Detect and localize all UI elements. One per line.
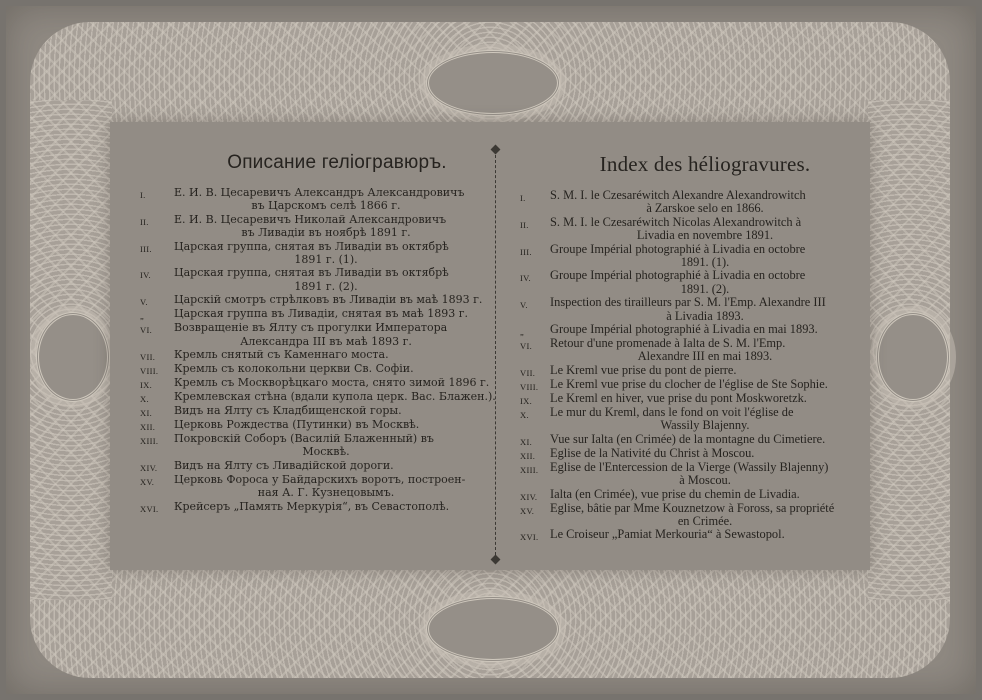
entry-number: XV. bbox=[520, 505, 535, 516]
entry-line: Groupe Impérial photographié à Livadia en mai 1893. bbox=[550, 322, 818, 337]
index-entry bbox=[520, 502, 860, 529]
entry-line: Кремль съ колокольни церкви Св. Софіи. bbox=[174, 362, 414, 376]
index-entry bbox=[520, 364, 860, 378]
entry-number: III. bbox=[140, 243, 152, 254]
index-entry bbox=[140, 418, 478, 432]
entry-line: à Livadia 1893. bbox=[666, 308, 744, 323]
entry-line: Eglise de l'Entercession de la Vierge (Wassily Blajenny) bbox=[550, 459, 829, 474]
index-entry bbox=[140, 348, 478, 362]
index-entry bbox=[520, 378, 860, 392]
entry-number: VII. bbox=[520, 367, 536, 378]
ornament-medallion-right bbox=[876, 312, 950, 402]
entry-line: Царская группа въ Ливадіи, снятая въ маѣ 1893 г. bbox=[174, 307, 468, 321]
entry-line: Retour d'une promenade à Ialta de S. M. l'Emp. bbox=[550, 336, 786, 351]
entry-line: Кремль снятый съ Каменнаго моста. bbox=[174, 348, 389, 362]
entry-line: 1891 г. (1). bbox=[294, 253, 358, 267]
entry-line: Ialta (en Crimée), vue prise du chemin de Livadia. bbox=[550, 486, 800, 501]
entry-line: Кремлевская стѣна (вдали купола церк. Вас. Блажен.). bbox=[174, 390, 496, 404]
entry-number: XI. bbox=[520, 436, 532, 447]
entry-text bbox=[174, 240, 478, 267]
index-entry bbox=[520, 392, 860, 406]
entry-number: II. bbox=[140, 216, 149, 227]
entry-line: à Moscou. bbox=[679, 473, 731, 488]
entry-text bbox=[550, 406, 860, 433]
entry-text bbox=[174, 307, 478, 320]
entry-number: XIV. bbox=[140, 462, 158, 473]
entry-line: Кремль съ Москворѣцкаго моста, снято зимой 1896 г. bbox=[174, 376, 490, 390]
entry-text bbox=[550, 216, 860, 243]
index-entry bbox=[140, 213, 478, 240]
index-entry bbox=[520, 433, 860, 447]
index-entry bbox=[140, 432, 478, 459]
index-entry bbox=[520, 488, 860, 502]
entry-number: I. bbox=[140, 190, 146, 200]
entry-line: S. M. I. le Czesaréwitch Nicolas Alexandrowitch à bbox=[550, 214, 802, 229]
entry-number: XV. bbox=[140, 476, 155, 487]
entry-text bbox=[174, 376, 489, 389]
entry-line: въ Царскомъ селѣ 1866 г. bbox=[251, 199, 401, 213]
index-entry bbox=[140, 362, 478, 376]
entry-text bbox=[174, 213, 478, 240]
entry-text bbox=[174, 321, 478, 348]
russian-heading: Описание геліогравюръ. bbox=[227, 152, 447, 173]
entry-line: Церковь Рождества (Путинки) въ Москвѣ. bbox=[174, 418, 420, 432]
entry-text bbox=[550, 243, 860, 270]
entry-line: Е. И. В. Цесаревичъ Николай Александровичъ bbox=[174, 212, 447, 226]
entry-line: Groupe Impérial photographié à Livadia en octobre bbox=[550, 268, 806, 283]
entry-text bbox=[174, 186, 478, 213]
entry-line: Царская группа, снятая въ Ливадіи въ октябрѣ bbox=[174, 266, 449, 280]
entry-line: 1891. (1). bbox=[680, 255, 730, 270]
entry-line: Е. И. В. Цесаревичъ Александръ Александровичъ bbox=[174, 186, 465, 199]
entry-line: S. M. I. le Czesaréwitch Alexandre Alexandrowitch bbox=[550, 188, 806, 202]
entry-text bbox=[174, 266, 478, 293]
entry-text bbox=[550, 528, 860, 541]
entry-text bbox=[550, 296, 860, 323]
index-entry bbox=[520, 216, 860, 243]
entry-line: Le mur du Kreml, dans le fond on voit l'église de bbox=[550, 404, 794, 419]
french-entry-list bbox=[520, 189, 860, 542]
entry-line: Александра III въ маѣ 1893 г. bbox=[240, 334, 412, 348]
index-entry bbox=[140, 390, 496, 405]
index-entry bbox=[140, 376, 490, 391]
index-entry bbox=[520, 269, 860, 296]
entry-number: VI. bbox=[140, 325, 152, 336]
entry-number: X. bbox=[140, 394, 149, 405]
entry-text bbox=[174, 473, 478, 500]
entry-line: Inspection des tirailleurs par S. M. l'Emp. Alexandre III bbox=[550, 295, 826, 310]
entry-number: IX. bbox=[520, 395, 532, 406]
russian-index-column bbox=[140, 152, 496, 514]
entry-text bbox=[550, 323, 860, 336]
entry-number: XIII. bbox=[520, 464, 539, 475]
entry-line: Видъ на Ялту съ Ливадійской дороги. bbox=[174, 458, 394, 472]
index-entry bbox=[140, 321, 478, 348]
index-entry bbox=[520, 189, 860, 216]
index-entry bbox=[140, 459, 478, 473]
index-entry bbox=[520, 528, 860, 542]
entry-line: Eglise de la Nativité du Christ à Moscou. bbox=[550, 445, 755, 460]
entry-text bbox=[550, 269, 860, 296]
entry-number: XII. bbox=[520, 450, 536, 461]
index-entry bbox=[140, 240, 478, 267]
entry-text bbox=[174, 293, 482, 306]
entry-text bbox=[550, 461, 860, 488]
entry-line: Groupe Impérial photographié à Livadia en octobre bbox=[550, 241, 806, 256]
entry-text bbox=[174, 500, 478, 513]
entry-number: II. bbox=[520, 219, 529, 230]
entry-number: VIII. bbox=[520, 381, 539, 392]
entry-line: Le Kreml vue prise du clocher de l'église de Ste Sophie. bbox=[550, 376, 828, 391]
index-entry bbox=[140, 500, 478, 514]
entry-line: Le Kreml en hiver, vue prise du pont Moskworetzk. bbox=[550, 390, 807, 405]
entry-line: Видъ на Ялту съ Кладбищенской горы. bbox=[174, 404, 402, 418]
entry-number: IV. bbox=[140, 270, 151, 281]
entry-text bbox=[174, 418, 478, 431]
entry-text bbox=[550, 433, 860, 446]
entry-line: Возвращеніе въ Ялту съ прогулки Императора bbox=[174, 321, 448, 335]
index-entry bbox=[140, 473, 478, 500]
entry-line: Царскій смотръ стрѣлковъ въ Ливадіи въ маѣ 1893 г. bbox=[174, 293, 483, 307]
entry-number: „ bbox=[520, 327, 525, 338]
entry-line: à Zarskoe selo en 1866. bbox=[646, 201, 764, 216]
entry-number: XVI. bbox=[140, 503, 159, 514]
entry-text bbox=[174, 459, 478, 472]
entry-line: Крейсеръ „Память Меркурія“, въ Севастополѣ. bbox=[174, 499, 450, 513]
entry-line: Vue sur Ialta (en Crimée) de la montagne du Cimetiere. bbox=[550, 431, 826, 446]
entry-text bbox=[174, 432, 478, 459]
entry-line: 1891. (2). bbox=[680, 281, 730, 296]
index-entry bbox=[520, 337, 860, 364]
index-entry bbox=[520, 447, 860, 461]
entry-text bbox=[174, 390, 496, 403]
entry-text bbox=[550, 189, 860, 216]
french-heading: Index des héliogravures. bbox=[599, 152, 811, 176]
ornament-medallion-top bbox=[426, 50, 560, 116]
entry-text bbox=[550, 364, 860, 377]
entry-line: Царская группа, снятая въ Ливадіи въ октябрѣ bbox=[174, 239, 449, 253]
entry-number: XVI. bbox=[520, 532, 539, 543]
entry-number: I. bbox=[520, 193, 526, 203]
entry-text bbox=[550, 392, 860, 405]
entry-text bbox=[174, 404, 478, 417]
index-entry bbox=[520, 406, 860, 433]
entry-line: Alexandre III en mai 1893. bbox=[637, 349, 773, 364]
entry-number: XII. bbox=[140, 422, 156, 433]
entry-line: 1891 г. (2). bbox=[294, 279, 358, 293]
entry-text bbox=[550, 337, 860, 364]
entry-text bbox=[174, 348, 478, 361]
entry-number: VI. bbox=[520, 341, 532, 352]
entry-line: Москвѣ. bbox=[302, 445, 350, 459]
column-divider bbox=[495, 150, 496, 560]
entry-number: IV. bbox=[520, 273, 531, 284]
ornament-medallion-left bbox=[36, 312, 110, 402]
russian-entry-list bbox=[140, 186, 496, 514]
entry-number: V. bbox=[520, 300, 528, 311]
entry-line: ная А. Г. Кузнецовымъ. bbox=[257, 486, 395, 500]
entry-number: X. bbox=[520, 409, 529, 420]
entry-line: Eglise, bâtie par Mme Kouznetzow à Foross, sa propriété bbox=[550, 500, 835, 515]
index-entry bbox=[520, 323, 860, 337]
index-entry bbox=[140, 293, 483, 308]
entry-number: III. bbox=[520, 246, 532, 257]
entry-line: Покровскій Соборъ (Василій Блаженный) въ bbox=[174, 432, 434, 446]
index-entry bbox=[140, 186, 478, 213]
ornament-medallion-bottom bbox=[426, 596, 560, 662]
entry-number: „ bbox=[140, 311, 145, 322]
entry-line: Wassily Blajenny. bbox=[660, 418, 750, 433]
entry-line: Le Kreml vue prise du pont de pierre. bbox=[550, 362, 737, 377]
index-entry bbox=[140, 266, 478, 293]
entry-line: en Crimée. bbox=[677, 513, 733, 528]
index-entry bbox=[140, 307, 478, 321]
index-entry bbox=[520, 296, 860, 323]
entry-number: IX. bbox=[140, 380, 152, 391]
entry-text bbox=[550, 488, 860, 501]
index-entry bbox=[520, 461, 860, 488]
entry-number: XI. bbox=[140, 408, 152, 419]
entry-line: Церковь Фороса у Байдарскихъ воротъ, построен- bbox=[174, 472, 466, 486]
entry-number: XIII. bbox=[140, 436, 159, 447]
entry-text bbox=[550, 447, 860, 460]
entry-text bbox=[550, 378, 860, 391]
entry-number: V. bbox=[140, 297, 148, 308]
entry-number: VIII. bbox=[140, 366, 159, 377]
entry-line: въ Ливадіи въ ноябрѣ 1891 г. bbox=[241, 226, 411, 240]
entry-line: Le Croiseur „Pamiat Merkouria“ à Sewastopol. bbox=[550, 527, 785, 542]
entry-number: XIV. bbox=[520, 491, 538, 502]
index-entry bbox=[140, 404, 478, 418]
entry-text bbox=[174, 362, 478, 375]
entry-line: Livadia en novembre 1891. bbox=[636, 228, 774, 243]
index-entry bbox=[520, 243, 860, 270]
entry-number: VII. bbox=[140, 352, 156, 363]
french-index-column bbox=[520, 152, 860, 542]
entry-text bbox=[550, 502, 860, 529]
